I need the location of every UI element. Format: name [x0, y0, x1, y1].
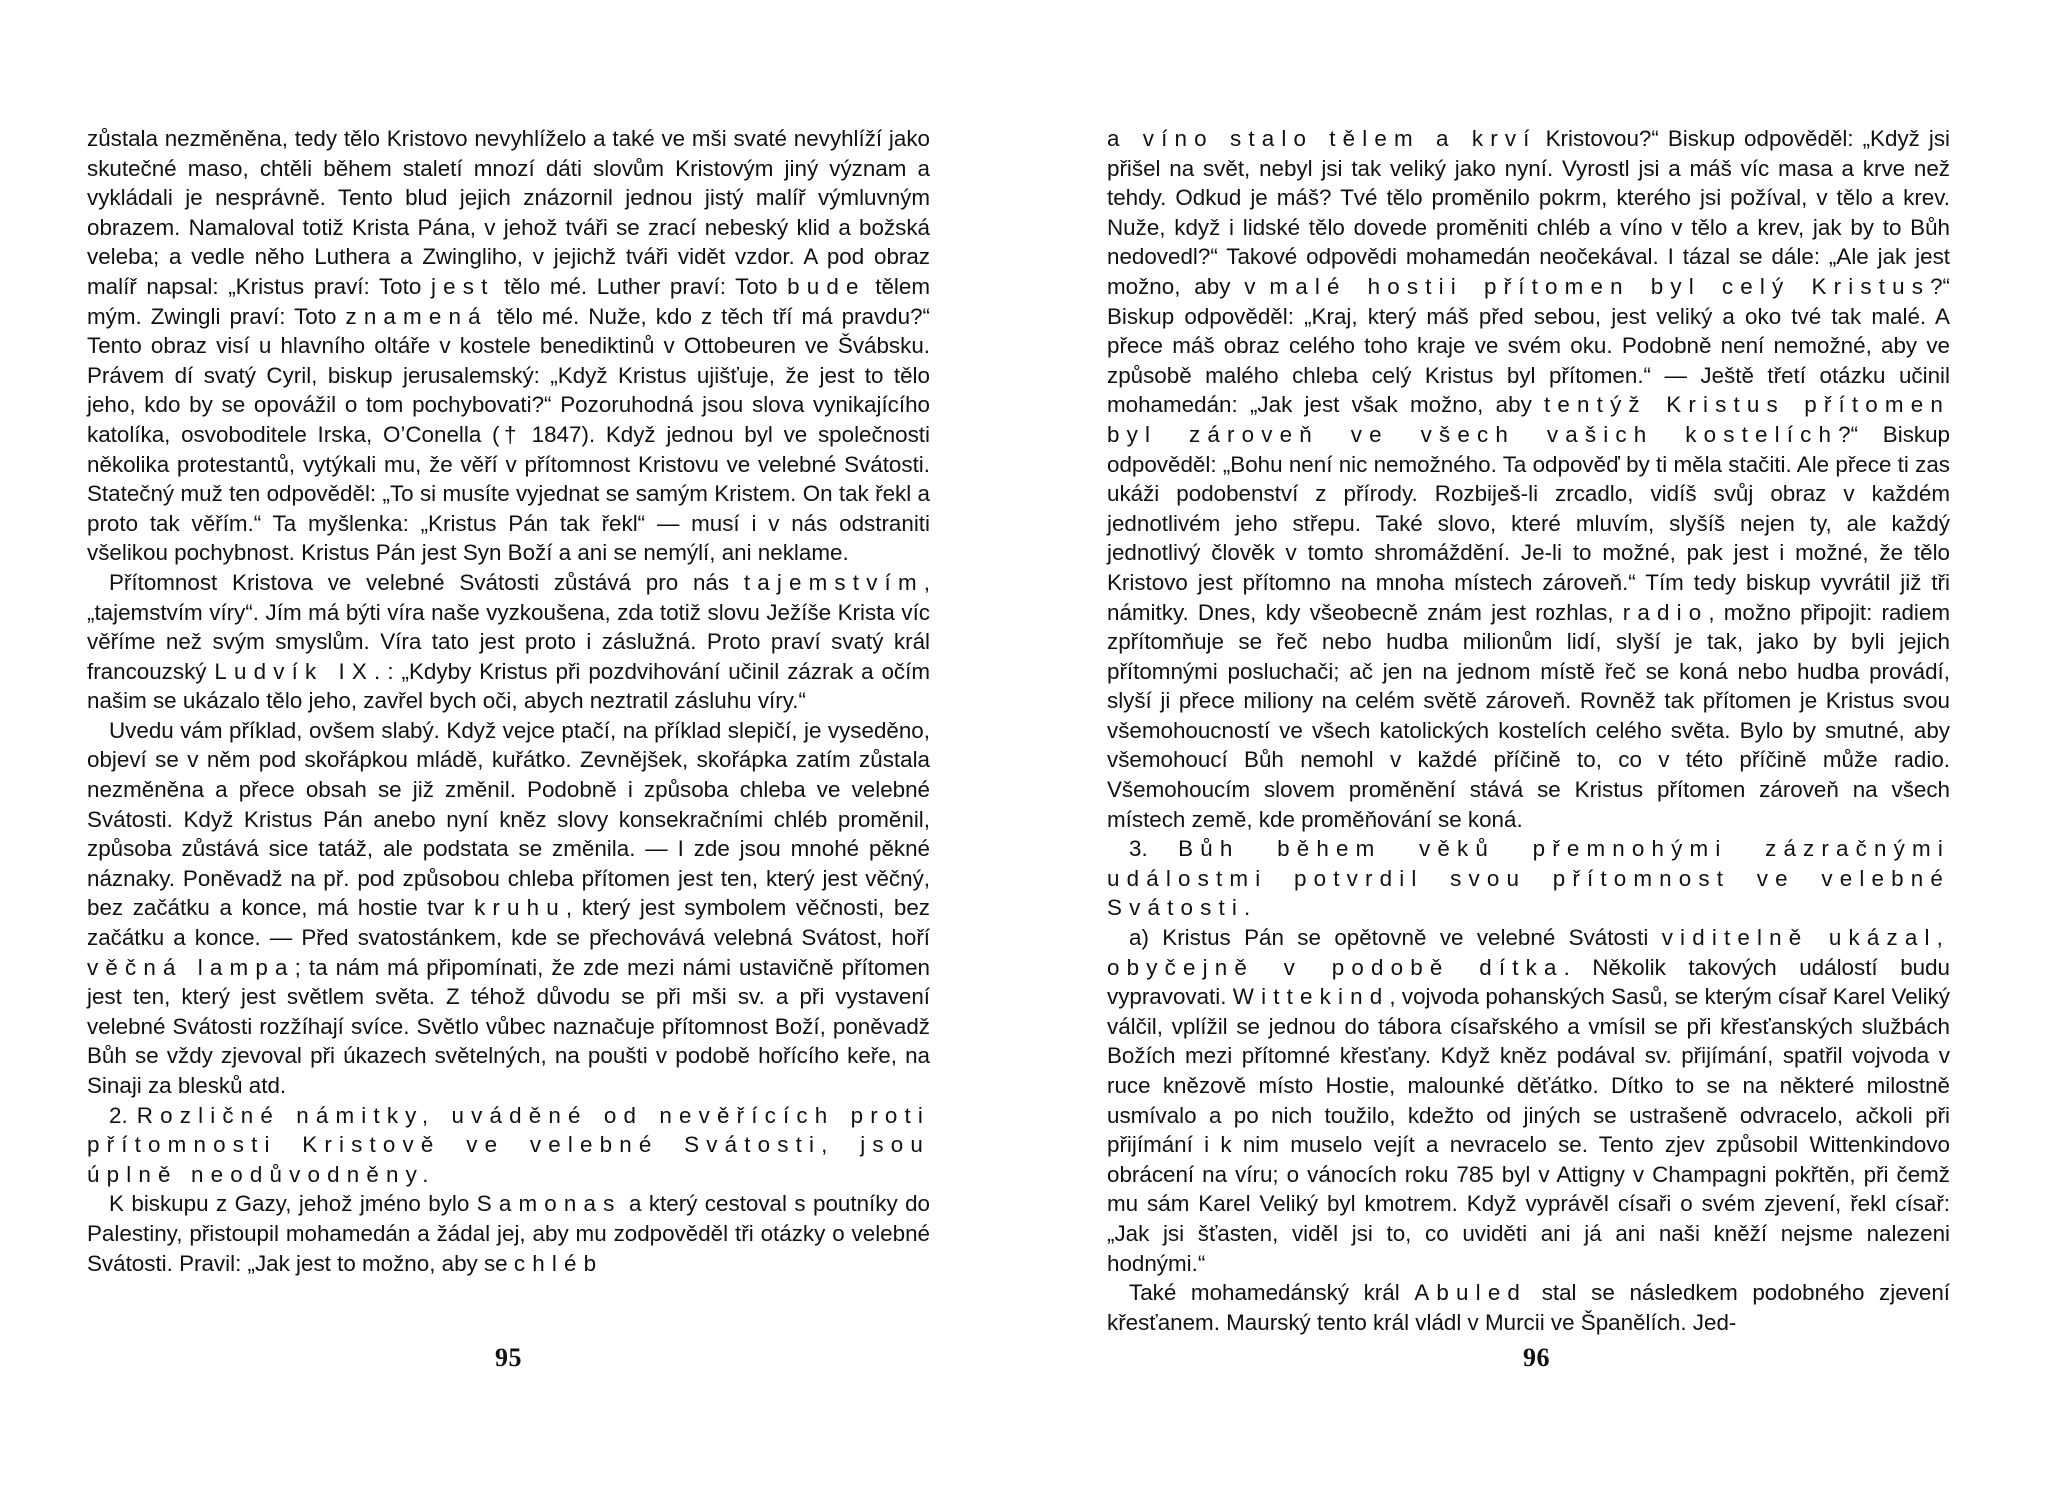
text-run: ?“ Biskup odpověděl: „Kraj, který máš před sebou, jest veliký a oko tvé tak malé. A přece máš obraz celého toho kraje ve svém oku. Podobně není nemožné, aby ve způsobě malého chleba celý Kristus byl přítomen.“ — Ještě třetí otázku učinil mohamedán: „Jak jest však možno, aby	[1107, 273, 1950, 418]
text-run: , který jest symbolem věčnosti, bez začátku a konce. — Před svatostánkem, kde se přechovává velebná Svátost, hoří	[87, 895, 930, 951]
text-run: : „Kdyby Kristus při pozdvihování učinil zázrak a očím našim se ukázalo tělo jeho, zavřel bych oči, abych neztratil zásluhu víry.“	[87, 658, 930, 714]
spaced-emphasis: bude	[787, 273, 866, 299]
paragraph	[1107, 124, 1950, 834]
spaced-emphasis: tajemstvím	[743, 569, 924, 595]
spaced-emphasis: kruhu	[474, 895, 566, 921]
spaced-emphasis: Wittekind	[1232, 984, 1390, 1010]
spaced-emphasis: Samonas	[476, 1191, 622, 1217]
paragraph	[87, 568, 930, 716]
right-page-text	[1107, 124, 1950, 1337]
text-run: ; ta nám má připomínati, že zde mezi námi ustavičně přítomen jest ten, který jest světlem světa. Z téhož důvodu se při mši sv. a při vystavení velebné Svátosti rozžíhají svíce. Světlo vůbec naznačuje přítomnost Boží, poněvadž Bůh se vždy zjevoval při úkazech světelných, na poušti v podobě hořícího keře, na Sinaji za blesků atd.	[87, 954, 930, 1098]
text-run: zůstala nezměněna, tedy tělo Kristovo nevyhlíželo a také ve mši svaté nevyhlíží jako skutečné maso, chtěli během staletí mnozí dáti slovům Kristovým jiný význam a vykládali je nesprávně. Tento blud jejich znázornil jednou jistý malíř výmluvným obrazem. Namaloval totiž Krista Pána, v jehož tváři se zrací nebeský klid a božská veleba; a vedle něho Luthera a Zwingliho, v jejichž tváři vidět vzdor. A pod obraz malíř napsal: „Kristus praví: Toto	[87, 126, 930, 299]
text-run: Také mohamedánský král	[1129, 1280, 1415, 1306]
text-run: ?“ Biskup odpověděl: „Bohu není nic nemožného. Ta odpověď by ti měla stačiti. Ale přece ti zas ukáži podobenství z přírody. Rozbiješ-li zrcadlo, vidíš svůj obraz v každém jednotlivém jeho střepu. Také slovo, které mluvím, slyšíš nejen ty, ale každý jednotlivý člověk v tomto shromáždění. Je-li to možné, pak jest i možné, že tělo Kristovo jest přítomno na mnoha místech zároveň.“ Tím tedy biskup vyvrátil již tři námitky. Dnes, kdy všeobecně znám jest rozhlas,	[1107, 421, 1950, 625]
spaced-emphasis: radio	[1622, 599, 1709, 625]
spaced-emphasis: a víno stalo tělem a krví	[1107, 126, 1537, 151]
spaced-emphasis: Ludvík IX.	[214, 658, 388, 684]
text-run: tělem mým. Zwingli praví: Toto	[87, 273, 930, 329]
text-run: , vojvoda pohanských Sasů, se kterým císař Karel Veliký válčil, vplížil se jednou do tábora císařského a vmísil se při křesťanských službách Božích mezi přítomné křesťany. Když kněz podával sv. přijímání, spatřil vojvoda v ruce knězově místo Hostie, malounké děťátko. Dítko to se na některé milostně usmívalo a po nich toužilo, kdežto od jiných se ustrašeně odvracelo, ačkoli při přijímání i k nim muselo vejít a nevracelo se. Tento zjev způsobil Wittenkindovo obrácení na víru; o vánocích roku 785 byl v Attigny v Champagni pokřtěn, při čemž mu sám Karel Veliký byl kmotrem. Když vyprávěl císaři o svém zjevení, řekl císař: „Jak jsi šťasten, viděl jsi to, co uviděti ani já ani naši kněží nejsme nalezeni hodnými.“	[1107, 984, 1950, 1276]
paragraph	[1107, 1278, 1950, 1337]
text-run: Přítomnost Kristova ve velebné Svátosti zůstává pro nás	[109, 569, 744, 595]
paragraph	[87, 1189, 930, 1278]
paragraph	[1107, 834, 1950, 923]
text-run: Uvedu vám příklad, ovšem slabý. Když vejce ptačí, na příklad slepičí, je vyseděno, objeví se v něm pod skořápkou mládě, kuřátko. Zevnějšek, skořápka zatím zůstala nezměněna a přece obsah se již změnil. Podobně i způsoba chleba ve velebné Svátosti. Když Kristus Pán anebo nyní kněz slovy konsekračními chléb proměnil, způsoba zůstává sice tatáž, ale podstata se změnila. — I zde jsou mnohé pěkné náznaky. Poněvadž na př. pod způsobou chleba přítomen jest ten, který jest věčný, bez začátku a konce, má hostie tvar	[87, 717, 930, 921]
spaced-emphasis: malé hostii přítomen byl celý Kristus	[1269, 273, 1931, 299]
text-run: a který cestoval s poutníky do Palestiny, přistoupil mohamedán a žádal jej, aby mu zodpověděl tři otázky o velebné Svátosti. Pravil: „Jak jest to možno, aby se	[87, 1191, 930, 1276]
left-page-number: 95	[495, 1343, 522, 1372]
spaced-emphasis: jest	[430, 273, 495, 299]
text-run: 3.	[1129, 836, 1179, 862]
text-run: K biskupu z Gazy, jehož jméno bylo	[109, 1191, 477, 1217]
paragraph	[87, 1101, 930, 1190]
text-run: tělo mé. Luther praví: Toto	[494, 273, 788, 299]
spaced-emphasis: Rozličné námitky, uváděné od nevěřících proti přítomnosti Kristově ve velebné Svátosti, jsou úplně neodůvodněny.	[87, 1102, 930, 1187]
text-run: , „tajemstvím víry“. Jím má býti víra naše vyzkoušena, zda totiž slovu Ježíše Krista víc věříme než svým smyslům. Víra tato jest proto i záslužná. Proto praví svatý král francouzský	[87, 569, 930, 684]
spaced-emphasis: Bůh během věků přemnohými zázračnými událostmi potvrdil svou přítomnost ve velebné Svátosti.	[1107, 836, 1950, 921]
spaced-emphasis: věčná lampa	[87, 954, 295, 980]
paragraph	[87, 716, 930, 1101]
left-page-text	[87, 124, 930, 1278]
spaced-emphasis: viditelně ukázal, obyčejně v podobě dítka	[1107, 925, 1951, 980]
text-run: a) Kristus Pán se opětovně ve velebné Svátosti	[1129, 925, 1662, 951]
spaced-emphasis: Abuled	[1414, 1280, 1528, 1306]
right-page-number: 96	[1523, 1343, 1550, 1372]
text-run: . Několik takových událostí budu vypravovati.	[1107, 954, 1950, 1010]
spaced-emphasis: tentýž Kristus přítomen byl zároveň ve všech vašich kostelích	[1107, 392, 1950, 447]
text-run: Kristovou?“ Biskup odpověděl: „Když jsi přišel na svět, nebyl jsi tak veliký jako nyní. Vyrostl jsi a máš víc masa a krve než tehdy. Odkud je máš? Tvé tělo proměnilo pokrm, kterého jsi požíval, v tělo a krev. Nuže, když i lidské tělo dovede proměniti chléb a víno v tělo a krev, jak by to Bůh nedovedl?“ Takové odpovědi mohamedán neočekával. I tázal se dále: „Ale jak jest možno, aby v	[1107, 126, 1950, 299]
paragraph	[87, 124, 930, 568]
spaced-emphasis: chléb	[513, 1250, 604, 1276]
paragraph	[1107, 923, 1950, 1278]
text-run: stal se následkem podobného zjevení křesťanem. Maurský tento král vládl v Murcii ve Španělích. Jed-	[1107, 1280, 1950, 1335]
text-run: tělo mé. Nuže, kdo z těch tří má pravdu?“ Tento obraz visí u hlavního oltáře v kostele benediktinů v Ottobeuren ve Švábsku. Právem dí svatý Cyril, biskup jerusalemský: „Když Kristus ujišťuje, že jest to tělo jeho, kdo by se opovážil o tom pochybovati?“ Pozoruhodná jsou slova vynikajícího katolíka, osvoboditele Irska, O’Conella († 1847). Když jednou byl ve společnosti několika protestantů, vytýkali mu, že věří v přítomnost Kristovu ve velebné Svátosti. Statečný muž ten odpověděl: „To si musíte vyjednat se samým Kristem. On tak řekl a proto tak věřím.“ Ta myšlenka: „Kristus Pán tak řekl“ — musí i v nás odstraniti všelikou pochybnost. Kristus Pán jest Syn Boží a ani se nemýlí, ani neklame.	[87, 303, 930, 566]
spaced-emphasis: znamená	[345, 303, 488, 329]
text-run: , možno připojit: radiem zpřítomňuje se řeč nebo hudba milionům lidí, slyší je tak, jako by byli jejich přítomnými posluchači; ač jen na jednom místě řeč se koná nebo hudba provádí, slyší ji přece miliony na celém světě zároveň. Rovněž tak přítomen je Kristus svou všemohoucností ve všech katolických kostelích celého světa. Bylo by smutné, aby všemohoucí Bůh nemohl v každé příčině to, co v této příčině může radio. Všemohoucím slovem proměnění stává se Kristus přítomen zároveň na všech místech země, kde proměňování se koná.	[1107, 599, 1950, 832]
text-run: 2.	[109, 1102, 137, 1128]
right-page	[1023, 0, 2046, 1500]
